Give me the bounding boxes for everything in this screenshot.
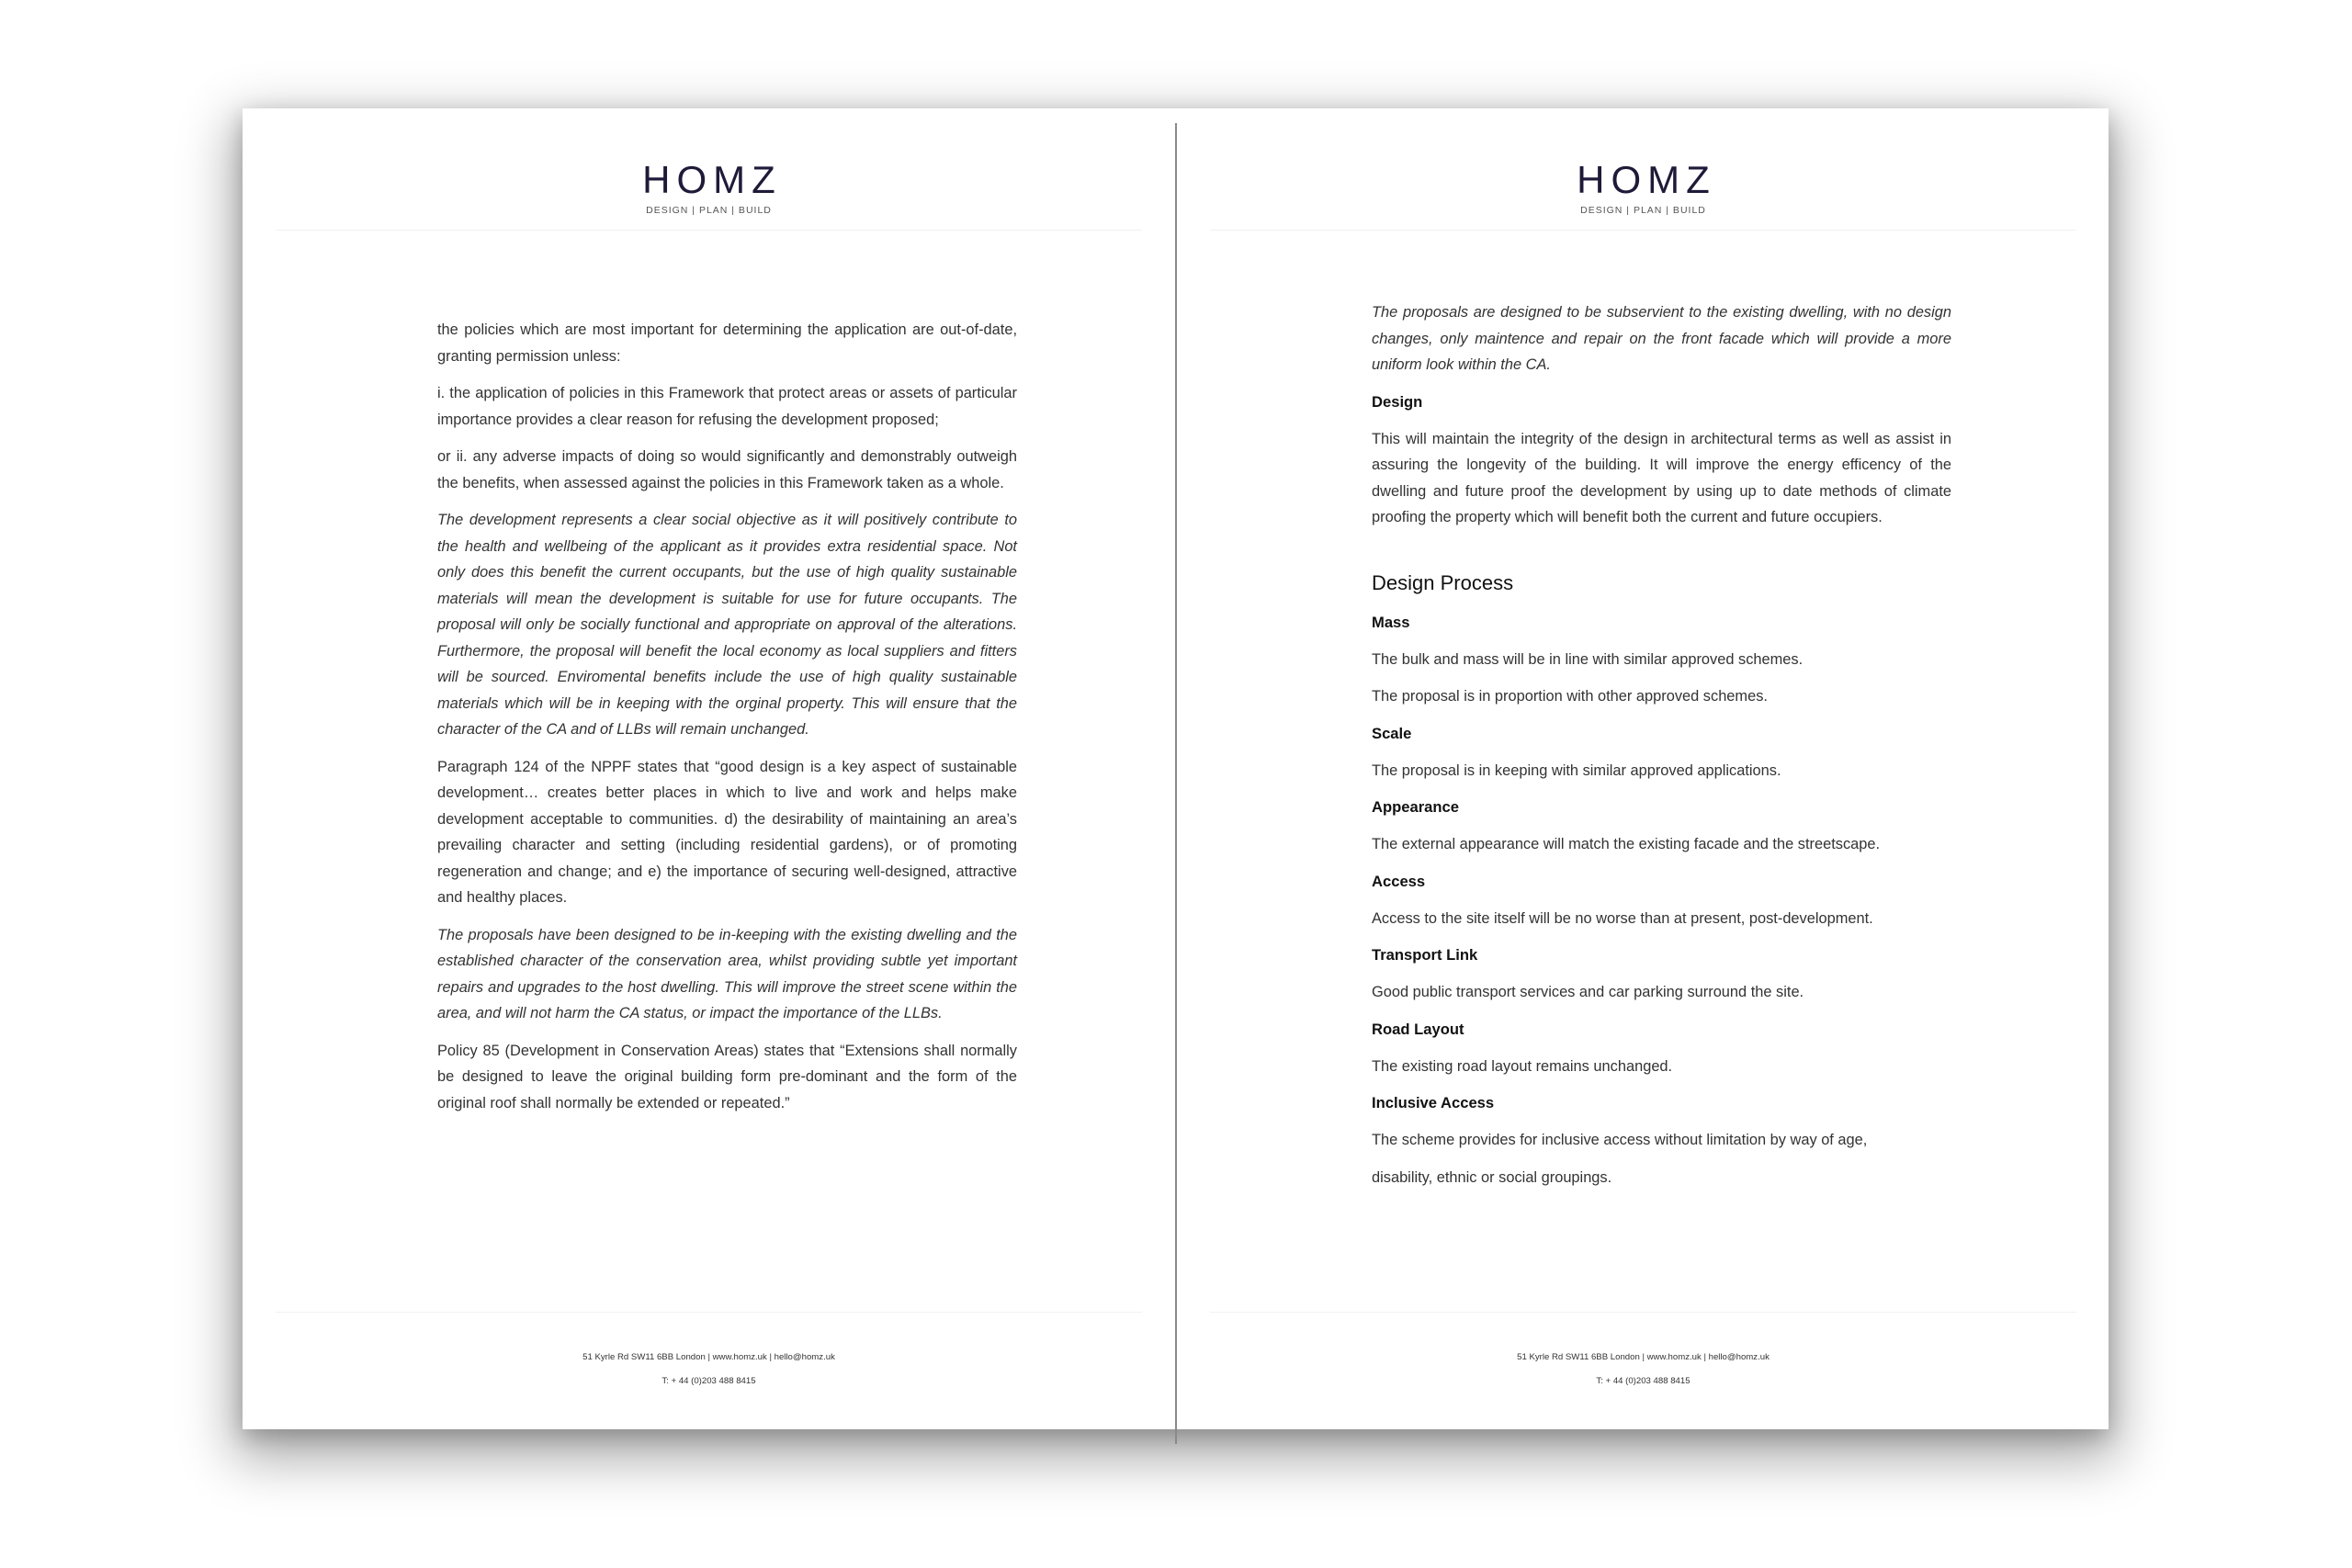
subheading-road-layout: Road Layout [1372,1020,1464,1038]
footer-rule [1210,1312,2076,1313]
italic-paragraph: The development represents a clear social objective as it will positively contribute to the health and wellbeing of the applicant as it provides extra residential space. Not only does this benefit the current occupants, but the use of high quality sustainable materials will mean the development is suitable for use for future occupants. The proposal will only be socially functional and appropriate on approval of the alterations. Furthermore, the proposal will benefit the local economy as local suppliers and fitters will be sourced. Enviromental benefits include the use of high quality sustainable materials which will be in keeping with the orginal property. This will ensure that the character of the CA and of LLBs will remain unchanged. [437,512,1017,738]
paragraph: Paragraph 124 of the NPPF states that “good design is a key aspect of sustainable development… creates better places in which to live and work and helps make development acceptable to communities. d) the desirability of maintaining an area’s prevailing character and setting (including residential gardens), or of promoting regeneration and change; and e) the importance of securing well-designed, attractive and healthy places. [437,758,1017,906]
brand-wordmark: HOMZ [1577,158,1716,201]
paragraph: i. the application of policies in this Framework that protect areas or assets of particular importance provides a clear reason for refusing the development proposed; [437,385,1017,428]
paragraph: Access to the site itself will be no worse than at present, post-development. [1372,909,1873,927]
paragraph: The existing road layout remains unchanged. [1372,1057,1673,1075]
section-title-design-process: Design Process [1372,570,1514,594]
header-logo [243,154,1175,216]
left-page-body [437,317,1017,1127]
subheading-access: Access [1372,872,1426,890]
paragraph: The scheme provides for inclusive access without limitation by way of age, [1372,1132,1868,1148]
paragraph: The proposal is in proportion with other approved schemes. [1372,688,1768,705]
header-rule [1210,230,2076,231]
footer-phone: T: + 44 (0)203 488 8415 [1596,1376,1690,1386]
page-footer [1177,1346,2109,1393]
paragraph: the policies which are most important for determining the application are out-of-date, granting permission unless: [437,321,1017,365]
brand-tagline: DESIGN | PLAN | BUILD [646,205,772,216]
section-heading-design: Design [1372,392,1423,411]
paragraph: This will maintain the integrity of the design in architectural terms as well as assist in assuring the longevity of the building. It will improve the energy efficency of the dwelling and future proof the development by using up to date methods of climate proofing the property which will benefit both the current and future occupiers. [1372,430,1951,525]
footer-address: 51 Kyrle Rd SW11 6BB London | www.homz.uk | hello@homz.uk [582,1352,835,1362]
page-footer [243,1346,1175,1393]
brand-tagline: DESIGN | PLAN | BUILD [1580,205,1706,216]
subheading-transport-link: Transport Link [1372,946,1478,964]
paragraph: The bulk and mass will be in line with similar approved schemes. [1372,650,1804,668]
paragraph: Good public transport services and car parking surround the site. [1372,984,1804,1000]
paragraph: or ii. any adverse impacts of doing so would significantly and demonstrably outweigh the benefits, when assessed against the policies in this Framework taken as a whole. [437,448,1017,491]
footer-phone: T: + 44 (0)203 488 8415 [662,1376,756,1386]
subheading-inclusive-access: Inclusive Access [1372,1094,1495,1111]
footer-rule [276,1312,1142,1313]
subheading-scale: Scale [1372,724,1412,742]
header-rule [276,230,1142,231]
right-page-body [1372,299,1951,1201]
subheading-mass: Mass [1372,613,1410,631]
subheading-appearance: Appearance [1372,798,1459,816]
document-spread [243,108,2109,1429]
paragraph: The proposal is in keeping with similar approved applications. [1372,761,1781,779]
paragraph: disability, ethnic or social groupings. [1372,1168,1612,1186]
paragraph: The external appearance will match the existing facade and the streetscape. [1372,836,1881,852]
footer-address: 51 Kyrle Rd SW11 6BB London | www.homz.uk | hello@homz.uk [1517,1352,1770,1362]
italic-paragraph: The proposals are designed to be subservient to the existing dwelling, with no design changes, only maintence and repair on the front facade which will provide a more uniform look within the CA. [1372,304,1951,373]
paragraph: Policy 85 (Development in Conservation Areas) states that “Extensions shall normally be designed to leave the original building form pre-dominant and the form of the original roof shall normally be extended or repeated.” [437,1042,1017,1111]
left-page [243,108,1175,1429]
brand-wordmark: HOMZ [642,158,782,201]
right-page [1177,108,2109,1429]
header-logo [1177,154,2109,216]
italic-paragraph: The proposals have been designed to be in-keeping with the existing dwelling and the established character of the conservation area, whilst providing subtle yet important repairs and upgrades to the host dwelling. This will improve the street scene within the area, and will not harm the CA status, or impact the importance of the LLBs. [437,926,1017,1021]
